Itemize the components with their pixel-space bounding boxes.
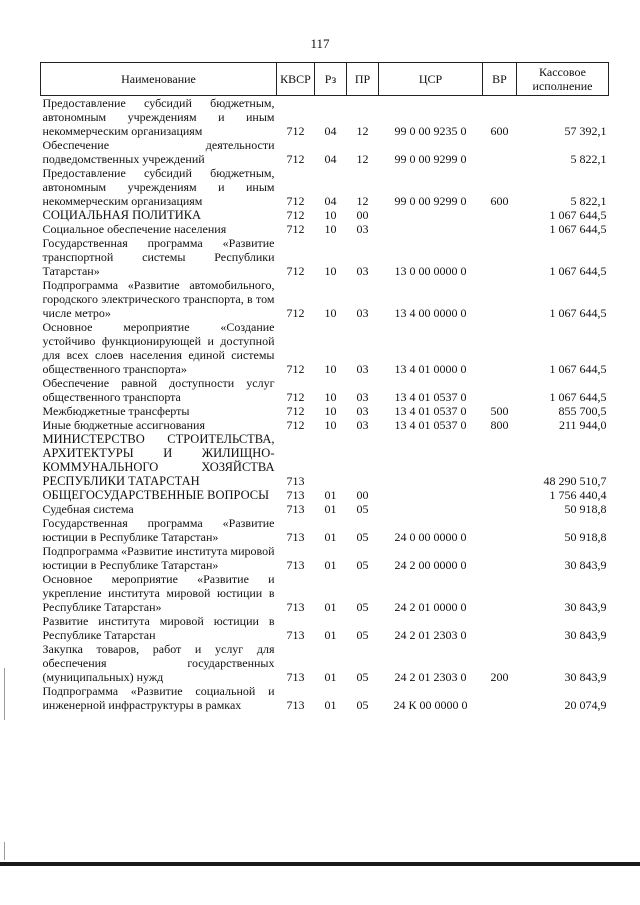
- cell-rz: 04: [324, 194, 337, 208]
- cell-name: Государственная программа «Развитие транспортной системы Республики Татарстан»: [42, 236, 275, 278]
- cell-amount: 1 067 644,5: [549, 222, 607, 236]
- cell-kvsr: 713: [286, 488, 305, 502]
- cell-vr: 200: [490, 670, 509, 684]
- cell-name: Предоставление субсидий бюджетным, автономным учреждениям и иным некоммерческим организациям: [42, 166, 275, 208]
- cell-amount: 1 067 644,5: [549, 208, 607, 222]
- cell-vr: [483, 516, 517, 544]
- header-kvsr: КВСР: [277, 63, 315, 96]
- cell-amount: 30 843,9: [564, 558, 607, 572]
- cell-csr: 24 К 00 0000 0: [393, 698, 468, 712]
- cell-csr: [379, 488, 483, 502]
- cell-kvsr: 712: [286, 404, 305, 418]
- table-row: [41, 222, 609, 236]
- cell-csr: 13 0 00 0000 0: [394, 264, 467, 278]
- cell-kvsr: 712: [286, 264, 305, 278]
- cell-kvsr: 713: [286, 474, 305, 488]
- cell-vr: [483, 222, 517, 236]
- cell-kvsr: 713: [286, 558, 305, 572]
- cell-kvsr: 713: [286, 502, 305, 516]
- cell-csr: 24 2 00 0000 0: [394, 558, 467, 572]
- cell-pr: 12: [356, 194, 369, 208]
- table-row: [41, 516, 609, 544]
- cell-pr: 05: [356, 502, 369, 516]
- cell-rz: 01: [324, 530, 337, 544]
- cell-pr: 03: [356, 418, 369, 432]
- table-row: [41, 488, 609, 502]
- table-row: [41, 572, 609, 614]
- header-rz: Рз: [315, 63, 347, 96]
- cell-csr: 24 2 01 0000 0: [394, 600, 467, 614]
- table-row: [41, 376, 609, 404]
- cell-pr: 05: [356, 558, 369, 572]
- cell-pr: 12: [356, 124, 369, 138]
- cell-vr: [483, 236, 517, 278]
- cell-name: Обеспечение равной доступности услуг общественного транспорта: [42, 376, 275, 404]
- cell-name: Межбюджетные трансферты: [42, 404, 190, 418]
- cell-kvsr: 713: [286, 698, 305, 712]
- cell-name: Основное мероприятие «Создание устойчиво функционирующей и доступной для всех слоев населения единой системы общественного транспорта»: [42, 320, 275, 376]
- table-row: [41, 208, 609, 222]
- cell-vr: [483, 684, 517, 712]
- cell-vr: [483, 208, 517, 222]
- scan-mark: [4, 668, 5, 720]
- cell-name: Подпрограмма «Развитие института мировой юстиции в Республике Татарстан»: [42, 544, 275, 572]
- table-row: [41, 684, 609, 712]
- cell-csr: 24 2 01 2303 0: [394, 670, 467, 684]
- cell-amount: 1 067 644,5: [549, 264, 607, 278]
- table-row: [41, 502, 609, 516]
- cell-pr: [347, 432, 379, 488]
- cell-csr: 13 4 00 0000 0: [394, 306, 467, 320]
- table-row: [41, 166, 609, 208]
- table-row: [41, 236, 609, 278]
- header-pr: ПР: [347, 63, 379, 96]
- cell-csr: [379, 432, 483, 488]
- table-row: [41, 320, 609, 376]
- cell-kvsr: 712: [286, 208, 305, 222]
- cell-vr: [483, 544, 517, 572]
- cell-rz: 01: [324, 502, 337, 516]
- cell-vr: 800: [490, 418, 509, 432]
- cell-csr: 99 0 00 9235 0: [394, 124, 467, 138]
- cell-amount: 30 843,9: [564, 600, 607, 614]
- cell-rz: 04: [324, 124, 337, 138]
- cell-pr: 05: [356, 670, 369, 684]
- cell-pr: 03: [356, 404, 369, 418]
- cell-amount: 50 918,8: [564, 502, 607, 516]
- cell-csr: 13 4 01 0537 0: [394, 390, 467, 404]
- cell-amount: 50 918,8: [564, 530, 607, 544]
- cell-pr: 00: [356, 208, 369, 222]
- cell-rz: 01: [324, 670, 337, 684]
- cell-amount: 1 067 644,5: [549, 306, 607, 320]
- cell-pr: 03: [356, 362, 369, 376]
- cell-name: Судебная система: [42, 502, 134, 516]
- cell-rz: 10: [324, 390, 337, 404]
- cell-kvsr: 712: [286, 222, 305, 236]
- cell-pr: 05: [356, 698, 369, 712]
- cell-csr: [379, 502, 483, 516]
- cell-vr: [483, 502, 517, 516]
- cell-rz: 01: [324, 628, 337, 642]
- table-row: [41, 96, 609, 139]
- cell-amount: 48 290 510,7: [543, 474, 607, 488]
- cell-vr: [483, 278, 517, 320]
- cell-name: СОЦИАЛЬНАЯ ПОЛИТИКА: [42, 208, 202, 222]
- cell-rz: 01: [324, 558, 337, 572]
- header-name: Наименование: [41, 63, 277, 96]
- cell-vr: 600: [490, 194, 509, 208]
- cell-rz: 10: [324, 264, 337, 278]
- header-csr: ЦСР: [379, 63, 483, 96]
- cell-name: Государственная программа «Развитие юстиции в Республике Татарстан»: [42, 516, 275, 544]
- cell-name: Предоставление субсидий бюджетным, автономным учреждениям и иным некоммерческим организациям: [42, 96, 275, 138]
- cell-name: Основное мероприятие «Развитие и укрепление института мировой юстиции в Республике Татарстан»: [42, 572, 275, 614]
- cell-kvsr: 712: [286, 152, 305, 166]
- page-number: 117: [310, 36, 330, 51]
- cell-amount: 5 822,1: [570, 194, 607, 208]
- header-vr: ВР: [483, 63, 517, 96]
- cell-pr: 00: [356, 488, 369, 502]
- cell-pr: 03: [356, 264, 369, 278]
- bottom-border: [0, 862, 640, 866]
- cell-amount: 211 944,0: [558, 418, 607, 432]
- table-header-row: [41, 63, 609, 96]
- cell-rz: 10: [324, 362, 337, 376]
- cell-csr: 24 0 00 0000 0: [394, 530, 467, 544]
- cell-vr: [483, 432, 517, 488]
- table-row: [41, 642, 609, 684]
- cell-rz: 10: [324, 208, 337, 222]
- header-amount: Кассовое исполнение: [517, 63, 609, 96]
- cell-kvsr: 712: [286, 306, 305, 320]
- cell-rz: 01: [324, 600, 337, 614]
- table-row: [41, 418, 609, 432]
- table-row: [41, 544, 609, 572]
- cell-csr: 24 2 01 2303 0: [394, 628, 467, 642]
- cell-kvsr: 712: [286, 194, 305, 208]
- cell-rz: 10: [324, 418, 337, 432]
- cell-kvsr: 713: [286, 628, 305, 642]
- cell-amount: 30 843,9: [564, 628, 607, 642]
- cell-name: ОБЩЕГОСУДАРСТВЕННЫЕ ВОПРОСЫ: [42, 488, 270, 502]
- table-body: [41, 96, 609, 713]
- cell-kvsr: 712: [286, 362, 305, 376]
- cell-pr: 03: [356, 222, 369, 236]
- scan-mark: [4, 842, 5, 860]
- cell-rz: 04: [324, 152, 337, 166]
- table-row: [41, 278, 609, 320]
- cell-name: Закупка товаров, работ и услуг для обеспечения государственных (муниципальных) нужд: [42, 642, 275, 684]
- cell-name: Подпрограмма «Развитие социальной и инженерной инфраструктуры в рамках: [42, 684, 275, 712]
- table-row: [41, 138, 609, 166]
- cell-vr: 600: [490, 124, 509, 138]
- cell-name: Социальное обеспечение населения: [42, 222, 227, 236]
- cell-vr: [483, 320, 517, 376]
- cell-pr: 12: [356, 152, 369, 166]
- cell-vr: 500: [490, 404, 509, 418]
- cell-csr: 13 4 01 0537 0: [394, 404, 467, 418]
- cell-kvsr: 712: [286, 124, 305, 138]
- cell-csr: [379, 208, 483, 222]
- cell-kvsr: 713: [286, 670, 305, 684]
- cell-kvsr: 712: [286, 418, 305, 432]
- cell-vr: [483, 488, 517, 502]
- cell-kvsr: 713: [286, 530, 305, 544]
- cell-rz: 10: [324, 404, 337, 418]
- cell-amount: 1 756 440,4: [549, 488, 607, 502]
- cell-csr: 13 4 01 0000 0: [394, 362, 467, 376]
- cell-pr: 05: [356, 600, 369, 614]
- table-row: [41, 614, 609, 642]
- cell-name: Подпрограмма «Развитие автомобильного, городского электрического транспорта, в том числе метро»: [42, 278, 275, 320]
- cell-rz: [315, 432, 347, 488]
- table-row: [41, 404, 609, 418]
- cell-rz: 10: [324, 222, 337, 236]
- cell-vr: [483, 138, 517, 166]
- cell-name: Иные бюджетные ассигнования: [42, 418, 205, 432]
- cell-amount: 5 822,1: [570, 152, 607, 166]
- cell-pr: 05: [356, 628, 369, 642]
- cell-amount: 30 843,9: [564, 670, 607, 684]
- cell-rz: 10: [324, 306, 337, 320]
- cell-rz: 01: [324, 488, 337, 502]
- cell-csr: 13 4 01 0537 0: [394, 418, 467, 432]
- cell-vr: [483, 572, 517, 614]
- budget-execution-table: [40, 62, 609, 712]
- cell-csr: [379, 222, 483, 236]
- cell-name: Развитие института мировой юстиции в Республике Татарстан: [42, 614, 275, 642]
- cell-amount: 1 067 644,5: [549, 362, 607, 376]
- cell-kvsr: 713: [286, 600, 305, 614]
- cell-pr: 03: [356, 390, 369, 404]
- cell-vr: [483, 376, 517, 404]
- cell-name: МИНИСТЕРСТВО СТРОИТЕЛЬСТВА, АРХИТЕКТУРЫ И ЖИЛИЩНО-КОММУНАЛЬНОГО ХОЗЯЙСТВА РЕСПУБЛИКИ ТАТАРСТАН: [42, 432, 275, 488]
- cell-name: Обеспечение деятельности подведомственных учреждений: [42, 138, 275, 166]
- cell-rz: 01: [324, 698, 337, 712]
- table-row: [41, 432, 609, 488]
- cell-vr: [483, 614, 517, 642]
- cell-pr: 05: [356, 530, 369, 544]
- cell-csr: 99 0 00 9299 0: [394, 194, 467, 208]
- cell-amount: 20 074,9: [564, 698, 607, 712]
- cell-amount: 855 700,5: [558, 404, 607, 418]
- cell-amount: 57 392,1: [564, 124, 607, 138]
- cell-kvsr: 712: [286, 390, 305, 404]
- cell-pr: 03: [356, 306, 369, 320]
- cell-csr: 99 0 00 9299 0: [394, 152, 467, 166]
- cell-amount: 1 067 644,5: [549, 390, 607, 404]
